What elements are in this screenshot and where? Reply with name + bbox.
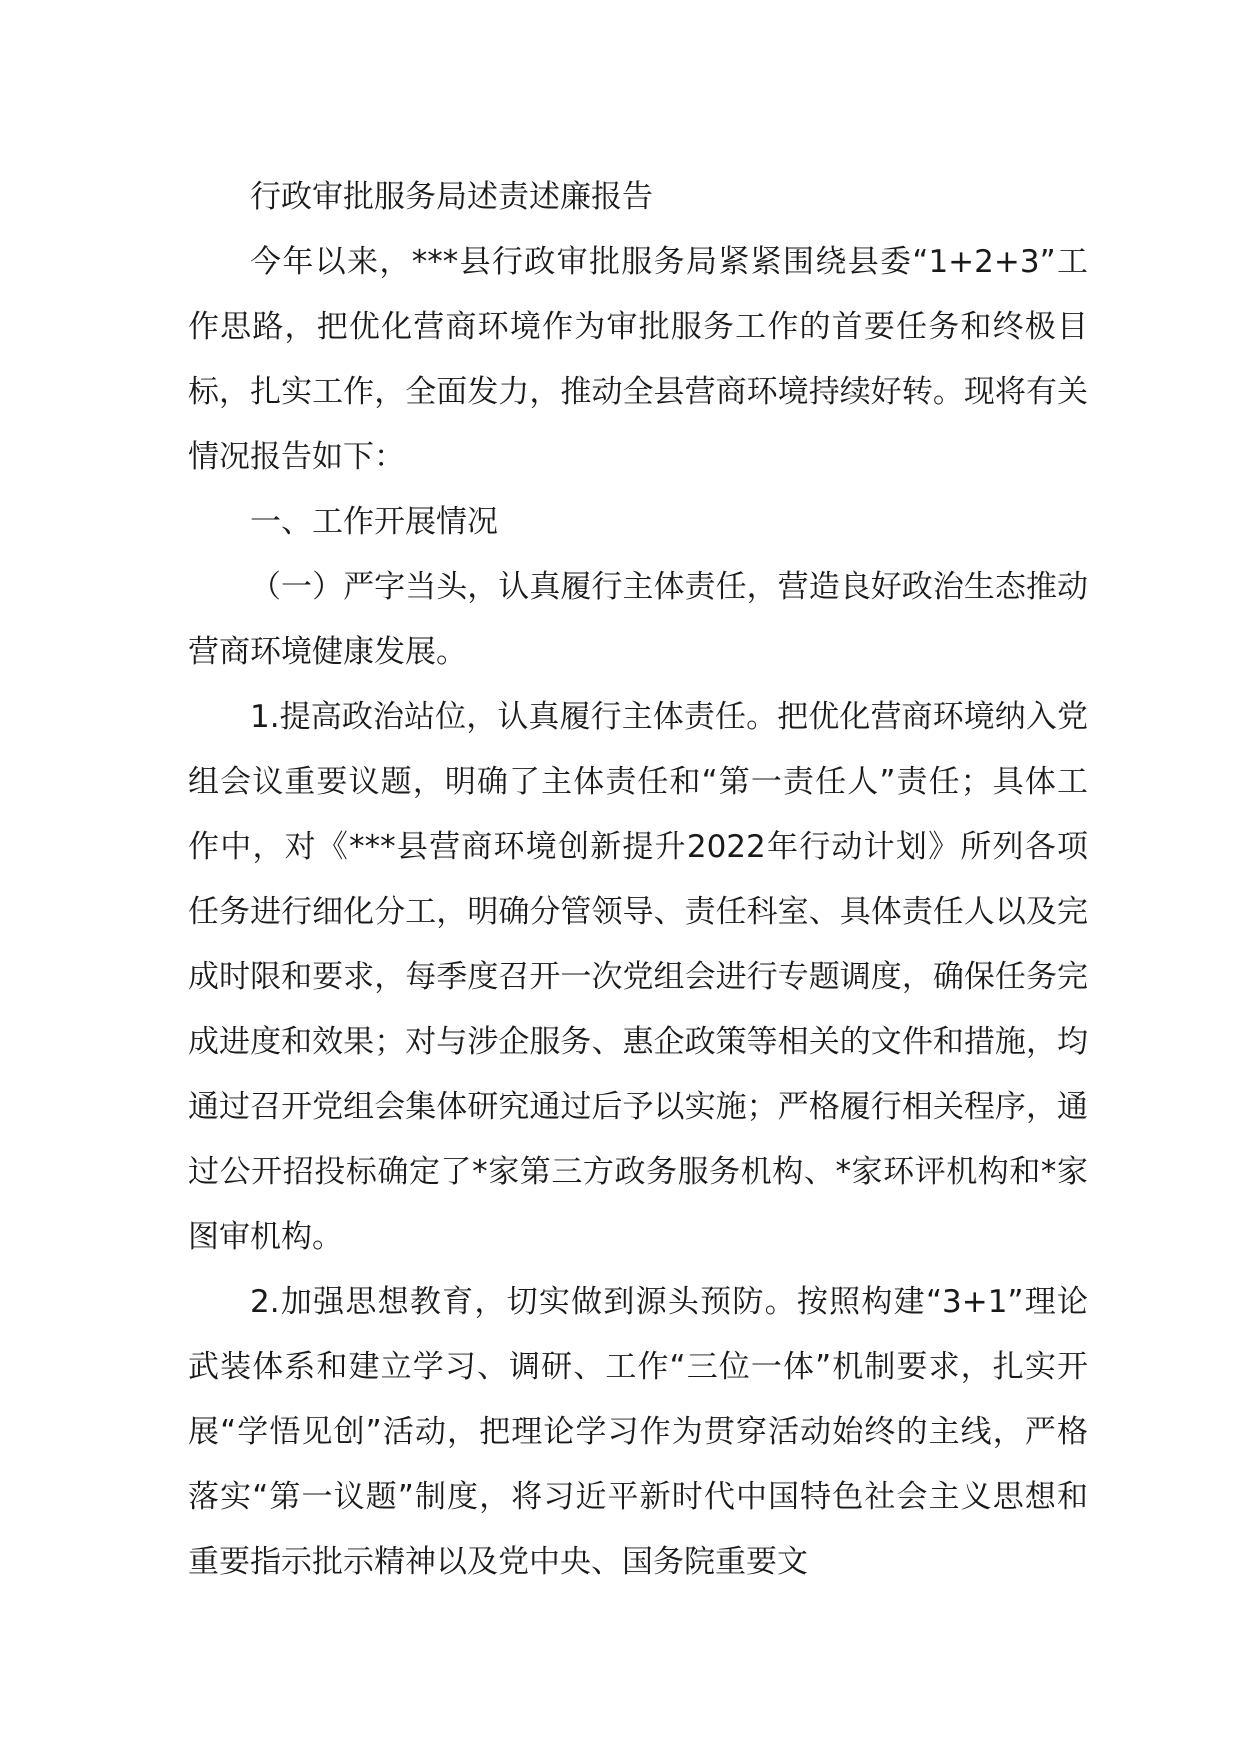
section-heading: 一、工作开展情况 <box>250 504 498 540</box>
item-2-paragraph: 2.加强思想教育，切实做到源头预防。按照构建“3+1”理论武装体系和建立学习、调研、工作“三位一体”机制要求，扎实开展“学悟见创”活动，把理论学习作为贯穿活动始终的主线，严格落实“第一议题”制度，将习近平新时代中国特色社会主义思想和重要指示批示精神以及党中央、国务院重要文 <box>188 1284 1088 1580</box>
document-title: 行政审批服务局述责述廉报告 <box>250 179 653 215</box>
document-page <box>188 165 1088 1595</box>
intro-paragraph: 今年以来，***县行政审批服务局紧紧围绕县委“1+2+3”工作思路，把优化营商环境作为审批服务工作的首要任务和终极目标，扎实工作，全面发力，推动全县营商环境持续好转。现将有关情况报告如下： <box>188 244 1088 475</box>
item-1-paragraph: 1.提高政治站位，认真履行主体责任。把优化营商环境纳入党组会议重要议题，明确了主体责任和“第一责任人”责任；具体工作中，对《***县营商环境创新提升2022年行动计划》所列各项任务进行细化分工，明确分管领导、责任科室、具体责任人以及完成时限和要求，每季度召开一次党组会进行专题调度，确保任务完成进度和效果；对与涉企服务、惠企政策等相关的文件和措施，均通过召开党组会集体研究通过后予以实施；严格履行相关程序，通过公开招投标确定了*家第三方政务服务机构、*家环评机构和*家图审机构。 <box>188 699 1088 1255</box>
subsection-heading: （一）严字当头，认真履行主体责任，营造良好政治生态推动营商环境健康发展。 <box>188 569 1088 670</box>
